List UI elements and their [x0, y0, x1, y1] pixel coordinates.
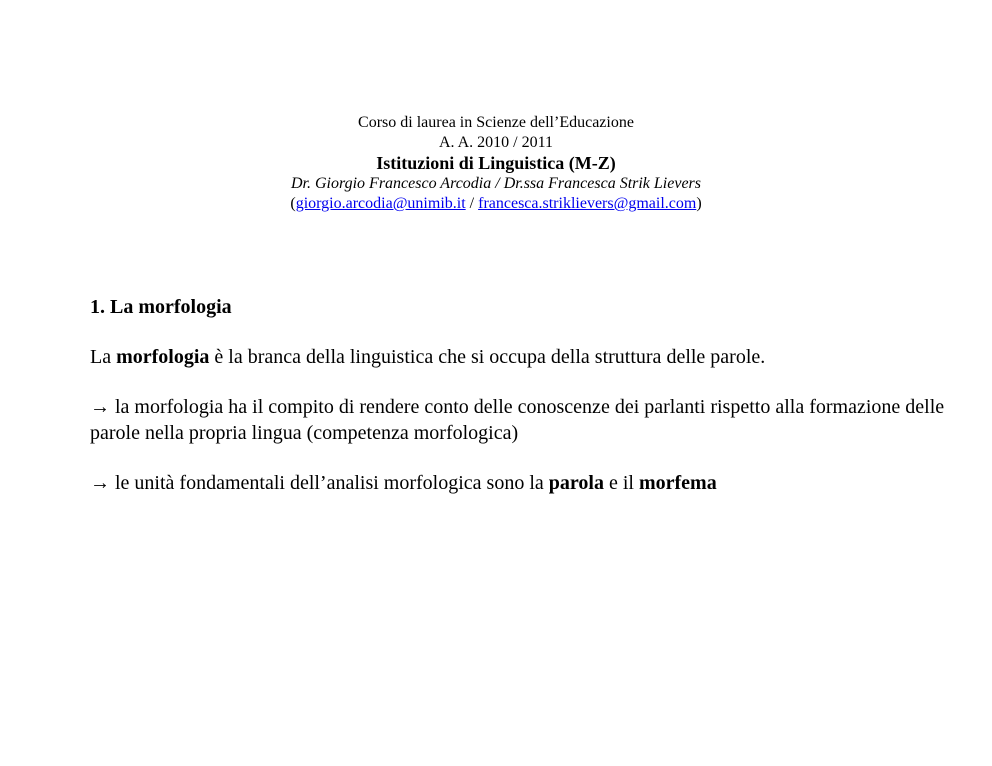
point-unita-mid: e il — [603, 472, 639, 494]
document-header — [0, 113, 992, 214]
point-competenza: → la morfologia ha il compito di rendere conto delle conoscenze dei parlanti rispetto alla formazione delle parole nella propria lingua (competenza morfologica) — [90, 396, 945, 444]
email-link-strik-lievers[interactable]: francesca.striklievers@gmail.com — [478, 195, 697, 212]
definition-post: è la branca della linguistica che si occupa della struttura delle parole. — [209, 346, 766, 368]
point-unita — [90, 470, 950, 496]
term-morfologia: morfologia — [116, 346, 210, 368]
main-content — [90, 294, 950, 496]
definition-paragraph — [90, 344, 950, 370]
instructors: Dr. Giorgio Francesco Arcodia / Dr.ssa Francesca Strik Lievers — [290, 175, 702, 192]
course-title: Istituzioni di Linguistica (M-Z) — [376, 153, 616, 173]
paren-open: ( — [290, 195, 296, 212]
degree-program: Corso di laurea in Scienze dell’Educazione — [358, 114, 634, 131]
section-heading: 1. La morfologia — [90, 296, 232, 318]
email-link-arcodia[interactable]: giorgio.arcodia@unimib.it — [295, 195, 466, 212]
contact-line — [0, 194, 992, 214]
email-separator: / — [465, 195, 479, 212]
term-parola: parola — [548, 472, 604, 494]
term-morfema: morfema — [638, 472, 717, 494]
point-unita-pre: → le unità fondamentali dell’analisi morfologica sono la — [90, 472, 549, 494]
paren-close: ) — [696, 195, 702, 212]
definition-pre: La — [90, 346, 117, 368]
academic-year: A. A. 2010 / 2011 — [438, 134, 554, 151]
